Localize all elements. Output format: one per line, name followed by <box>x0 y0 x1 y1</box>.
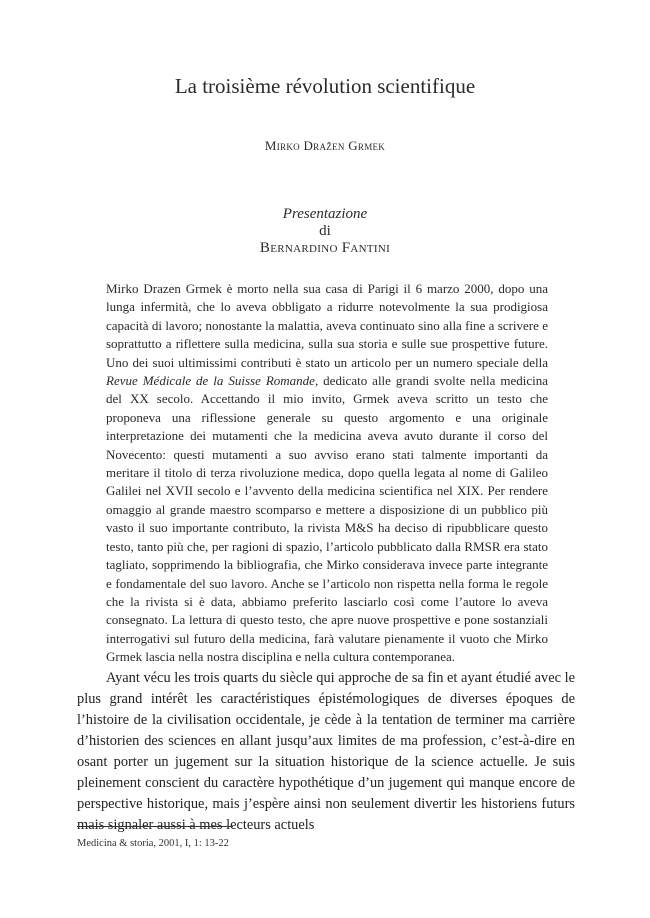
article-title: La troisième révolution scientifique <box>174 74 476 98</box>
citation-footnote: Medicina & storia, 2001, I, 1: 13-22 <box>77 838 229 849</box>
presentation-heading: Presentazione <box>282 206 368 222</box>
presentation-by: di <box>319 223 331 239</box>
article-body <box>77 668 575 836</box>
presentation-text <box>106 280 548 667</box>
presentation-text-part2: dedicato alle grandi svolte nella medicina del XX secolo. Accettando il mio invito, Grmek aveva scritto un testo che proponeva una riflessione generale su questo argomento e una originale interpretazione dei mutamenti che la medicina aveva avuto durante il corso del Novecento: questi mutamenti a suo avviso erano stati talmente importanti da meritare il titolo di terza rivoluzione medica, dopo quella legata al nome di Galileo Galilei nel XVII secolo e l’avvento della medicina scientifica nel XIX. Per rendere omaggio al grande maestro scomparso e mettere a disposizione di un pubblico più vasto il suo importante contributo, la rivista M&S ha deciso di ripubblicare questo testo, tanto più che, per ragioni di spazio, l’articolo pubblicato dalla RMSR era stato tagliato, sopprimendo la bibliografia, che Mirko considerava invece parte integrante e fondamentale del suo lavoro. Anche se l’articolo non rispetta nella forma le regole che la rivista si è data, abbiamo preferito lasciarlo così come l’autore lo aveva consegnato. La lettura di questo testo, che apre nuove prospettive e pone sostanziali interrogativi sul futuro della medicina, farà valutare pienamente il vuoto che Mirko Grmek lascia nella nostra disciplina e nella cultura contemporanea. <box>106 373 548 665</box>
presentation-text-part1: Mirko Drazen Grmek è morto nella sua casa di Parigi il 6 marzo 2000, dopo una lunga infermità, che lo aveva obbligato a ridurre notevolmente la sua prodigiosa capacità di lavoro; nonostante la malattia, aveva continuato sino alla fine a scrivere e soprattutto a riflettere sulla medicina, sulla sua storia e sulle sue prospettive future. Uno dei suoi ultimissimi contributi è stato un articolo per un numero speciale della <box>106 281 548 370</box>
presenter-name: Bernardino Fantini <box>259 240 391 256</box>
presentation-paragraph <box>106 280 548 667</box>
body-paragraph: Ayant vécu les trois quarts du siècle qui approche de sa fin et ayant étudié avec le plus grand intérêt les caractéristiques épistémologiques de diverses époques de l’histoire de la civilisation occidentale, je cède à la tentation de terminer ma carrière d’historien des sciences en allant jusqu’aux limites de ma profession, c’est-à-dire en osant porter un jugement sur la situation historique de la science actuelle. Je suis pleinement conscient du caractère hypothétique d’un jugement qui manque encore de perspective historique, mais j’espère ainsi non seulement divertir les historiens futurs mais signaler aussi à mes lecteurs actuels <box>77 670 575 833</box>
presentation-block <box>0 206 650 257</box>
footnote-divider <box>77 826 233 827</box>
journal-name: Revue Médicale de la Suisse Romande, <box>106 373 319 389</box>
article-author: Mirko Dražen Grmek <box>264 138 386 153</box>
